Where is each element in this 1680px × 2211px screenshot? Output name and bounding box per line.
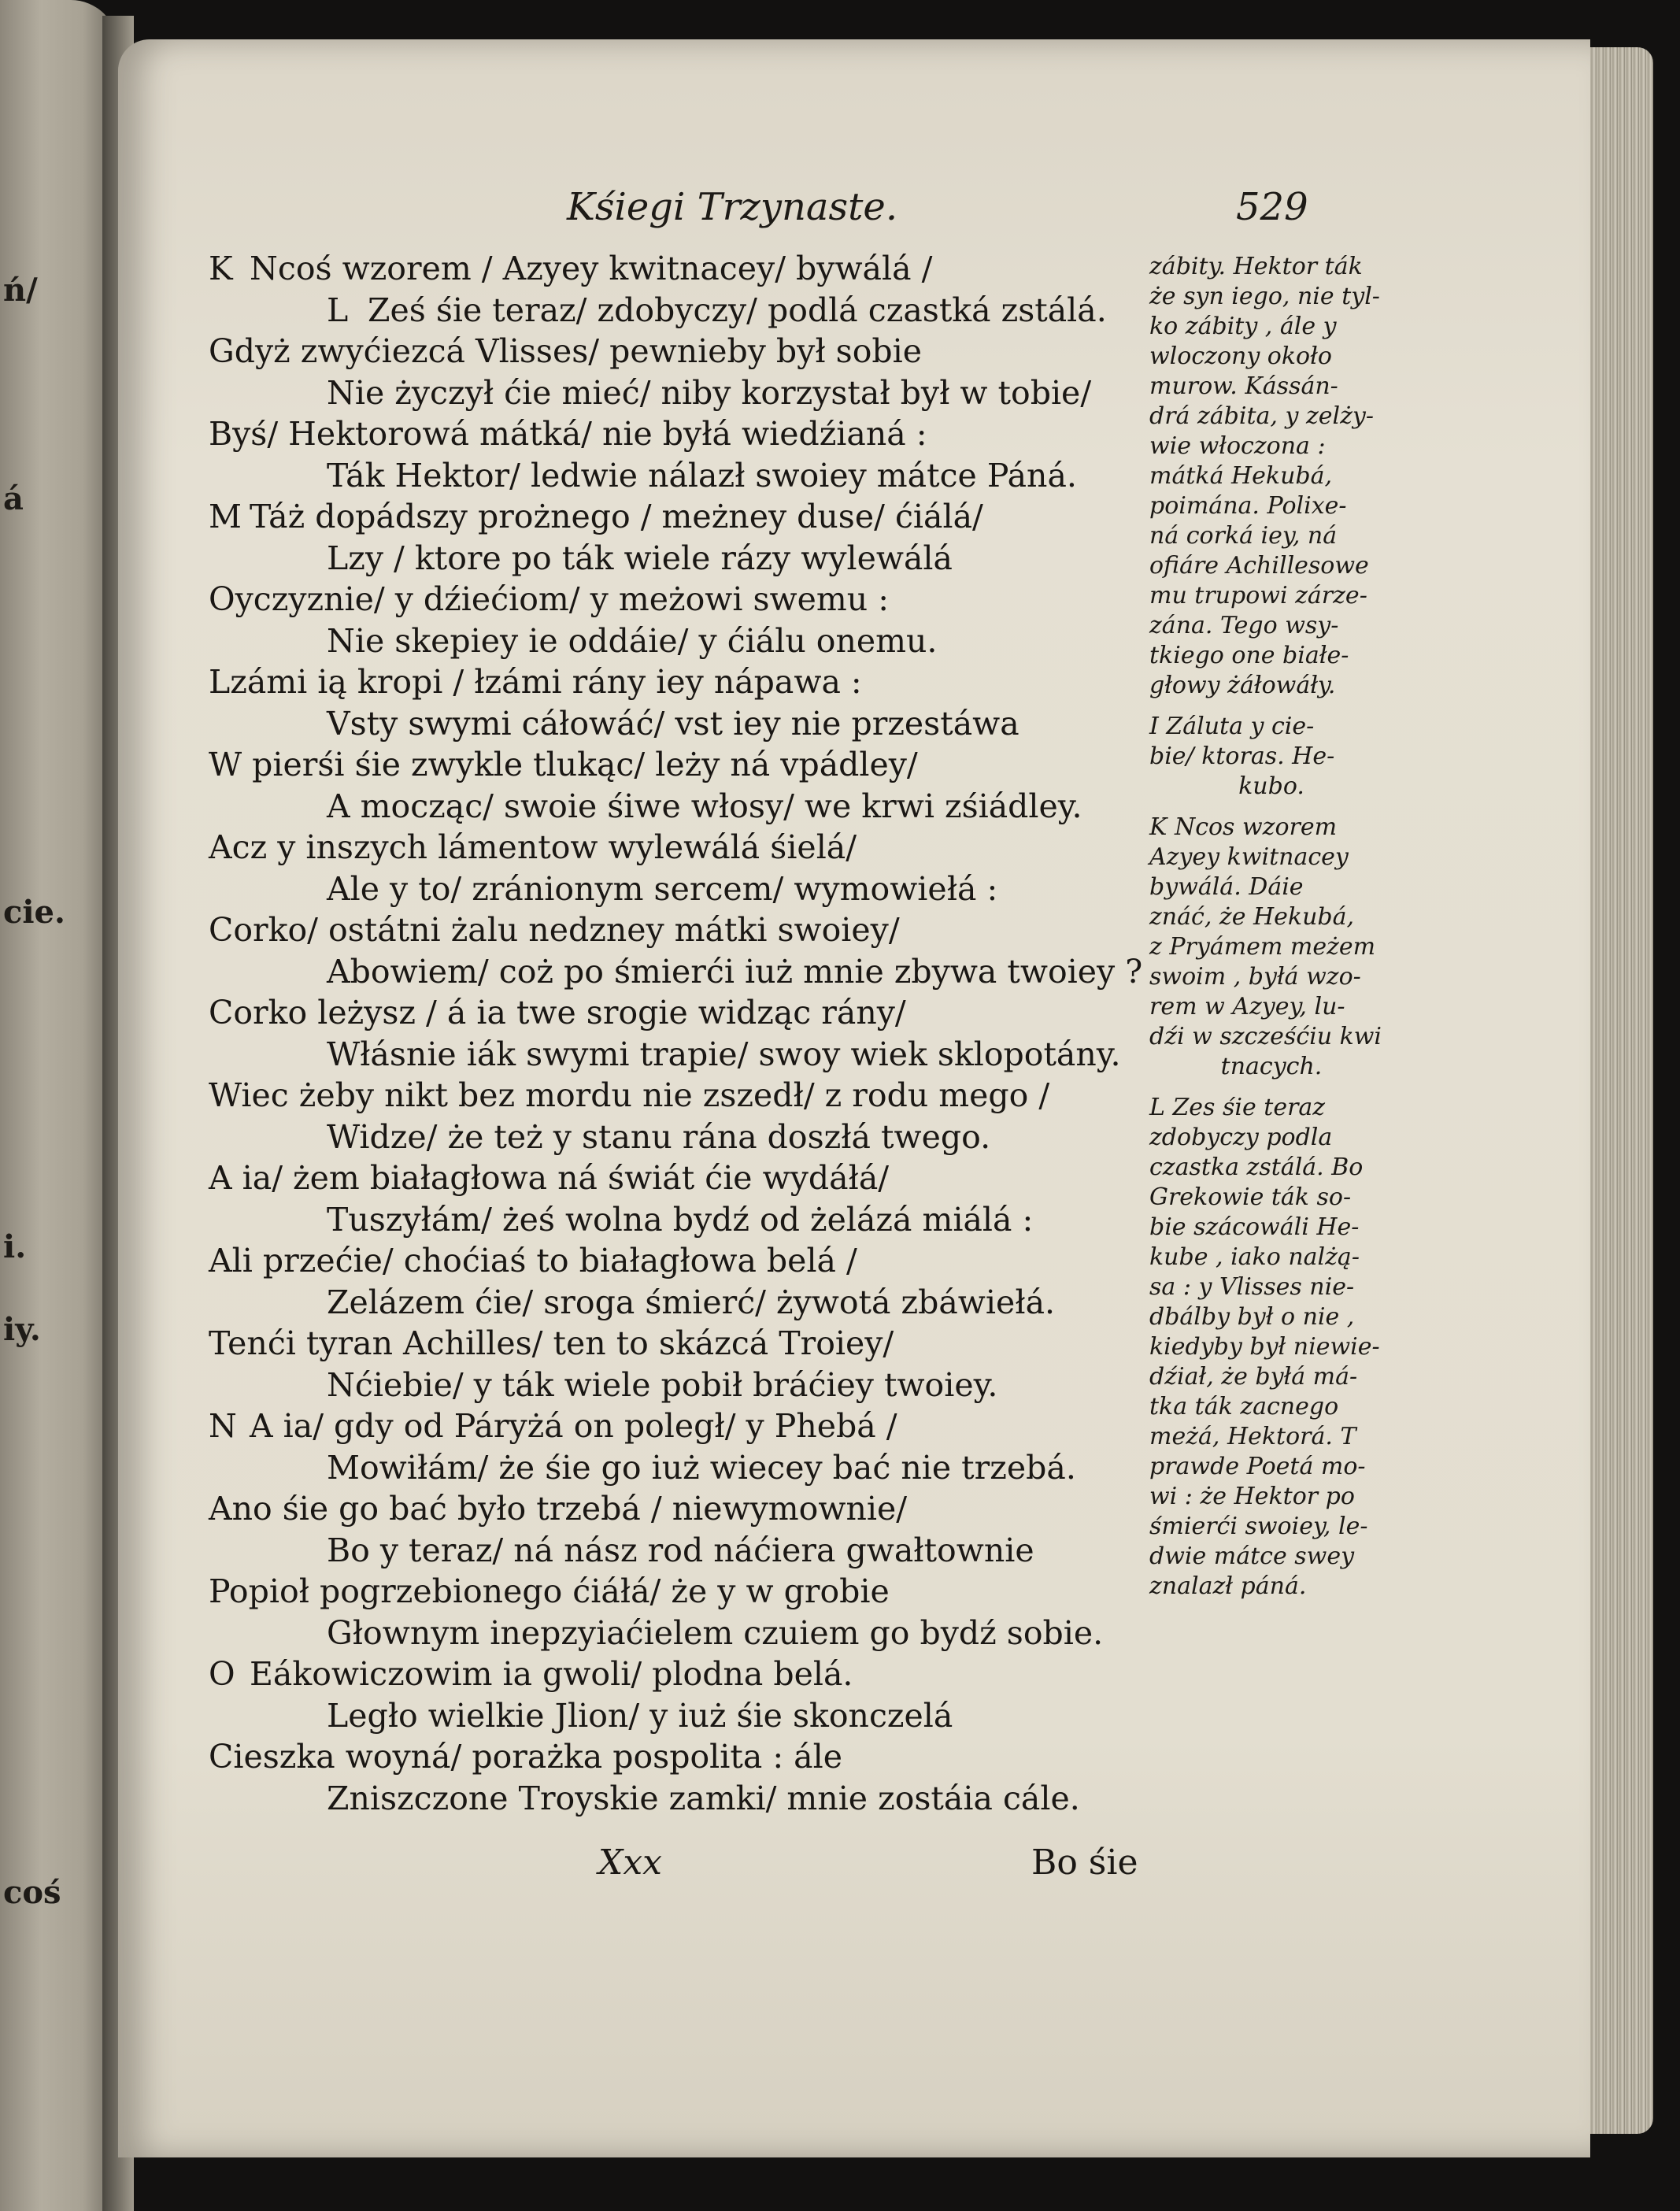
verse-line xyxy=(209,1034,1121,1076)
margin-note-line: rem w Azyey, lu- xyxy=(1149,993,1345,1020)
running-title: Kśiegi Trzynaste. xyxy=(567,185,898,229)
verse-text: Nćiebie/ y ták wiele pobił bráćiey twoiey. xyxy=(327,1365,998,1404)
left-fragment: i. xyxy=(3,1228,27,1265)
left-page-fragment xyxy=(0,0,118,2211)
verse-text: Gdyż zwyćiezcá Vlisses/ pewnieby był sobie xyxy=(209,332,923,370)
margin-note-line: ná corká iey, ná xyxy=(1149,522,1338,550)
margin-note-line: ofiáre Achillesowe xyxy=(1149,552,1369,580)
verse-line xyxy=(209,868,1114,910)
margin-note-line: dbálby był o nie , xyxy=(1149,1303,1355,1331)
verse-line xyxy=(209,331,1114,372)
margin-note-line: kiedyby był niewie- xyxy=(1149,1333,1380,1361)
verse-text: Tenći tyran Achilles/ ten to skázcá Troiey/ xyxy=(209,1324,894,1362)
verse-line xyxy=(209,1695,1114,1737)
verse-line xyxy=(209,290,1114,331)
note-marker: M xyxy=(209,498,242,535)
verse-line xyxy=(209,951,1143,993)
verse-text: Widze/ że też y stanu rána doszłá twego. xyxy=(327,1117,991,1156)
verse-text: Vsty swymi cáłowáć/ vst iey nie przestáwa xyxy=(327,704,1019,743)
margin-note-line: ko zábity , ále y xyxy=(1149,313,1337,340)
catchword: Bo śie xyxy=(1031,1842,1138,1883)
verse-line xyxy=(209,786,1114,828)
verse-line xyxy=(209,1654,1114,1695)
verse-text: Nie skepiey ie oddáie/ y ćiálu onemu. xyxy=(327,621,938,660)
verse-line xyxy=(209,579,1114,620)
margin-note-line: czastka zstálá. Bo xyxy=(1149,1154,1364,1181)
verse-line xyxy=(209,372,1114,414)
verse-line xyxy=(209,1613,1114,1654)
verse-text: Zniszczone Troyskie zamki/ mnie zostáia cále. xyxy=(327,1779,1080,1817)
verse-text: Nie życzył ćie mieć/ niby korzystał był w tobie/ xyxy=(327,373,1092,412)
margin-note-line: poimána. Polixe- xyxy=(1149,492,1347,520)
verse-line xyxy=(209,909,1114,951)
margin-note-line: tka ták zacnego xyxy=(1149,1393,1339,1420)
verse-line xyxy=(209,661,1114,703)
verse-text: Táż dopádszy prożnego / meżney duse/ ćiálá/ xyxy=(250,498,983,535)
margin-note-line: K Ncos wzorem xyxy=(1149,813,1338,841)
verse-text: Lzy / ktore po ták wiele rázy wylewálá xyxy=(327,539,953,577)
margin-note-line: murow. Kássán- xyxy=(1149,372,1338,400)
signature-mark: Xxx xyxy=(598,1842,662,1883)
margin-note-line: bywálá. Dáie xyxy=(1149,873,1304,901)
verse-text: Corko leżysz / á ia twe srogie widząc rány/ xyxy=(209,994,906,1031)
page-number: 529 xyxy=(1236,185,1308,229)
verse-text: Zelázem ćie/ sroga śmierć/ żywotá zbáwiełá. xyxy=(327,1283,1056,1321)
margin-note-line: wi : że Hektor po xyxy=(1149,1483,1355,1510)
margin-note-line: sa : y Vlisses nie- xyxy=(1149,1273,1355,1301)
verse-text: Legło wielkie Jlion/ y iuż śie skonczelá xyxy=(327,1696,953,1735)
verse-line xyxy=(209,1778,1114,1820)
verse-text: Włásnie iák swymi trapie/ swoy wiek sklopotány. xyxy=(327,1035,1121,1073)
verse-text: Acz y inszych lámentow wylewálá śielá/ xyxy=(209,828,857,866)
verse-line xyxy=(209,1571,1114,1613)
verse-text: A ia/ gdy od Páryżá on poległ/ y Phebá / xyxy=(250,1407,897,1445)
main-text-column xyxy=(209,248,1143,1819)
margin-note-line: zána. Tego wsy- xyxy=(1149,612,1339,639)
verse-line xyxy=(209,455,1114,497)
verse-text: A mocząc/ swoie śiwe włosy/ we krwi zśiádley. xyxy=(327,787,1082,825)
margin-note-line: zdobyczy podla xyxy=(1149,1124,1333,1151)
left-fragment: á xyxy=(3,480,24,517)
margin-note-line: tkiego one białe- xyxy=(1149,642,1349,669)
verse-line xyxy=(209,538,1114,580)
note-marker: L xyxy=(327,291,349,329)
verse-line xyxy=(209,744,1114,786)
verse-text: Ali przećie/ choćiaś to białagłowa belá / xyxy=(209,1242,857,1280)
margin-note-line: dźiał, że byłá má- xyxy=(1149,1363,1358,1391)
margin-note-line: mátká Hekubá, xyxy=(1149,462,1333,490)
verse-text: A ia/ żem białagłowa ná świát ćie wydáłá/ xyxy=(209,1159,890,1197)
margin-note-line: bie/ ktoras. He- xyxy=(1149,743,1335,770)
verse-text: Ale y to/ zránionym sercem/ wymowiełá : xyxy=(327,869,998,908)
left-fragment: ń/ xyxy=(3,272,38,309)
margin-note-line: kubo. xyxy=(1238,772,1304,800)
margin-note-line: Grekowie ták so- xyxy=(1149,1183,1352,1211)
margin-note-line: zábity. Hektor ták xyxy=(1149,253,1363,280)
verse-line xyxy=(209,496,1114,538)
margin-note-line: znalazł páná. xyxy=(1149,1572,1307,1600)
margin-note-line: że syn iego, nie tyl- xyxy=(1149,283,1380,310)
margin-note-line: dźi w szcześćiu kwi xyxy=(1149,1023,1382,1050)
margin-note-line: bie szácowáli He- xyxy=(1149,1213,1360,1241)
margin-note-line: wie włoczona : xyxy=(1149,432,1326,460)
margin-note-line: I Záluta y cie- xyxy=(1149,713,1315,740)
margin-note-line: tnacych. xyxy=(1220,1053,1323,1080)
verse-text: Oyczyznie/ y dźiećiom/ y meżowi swemu : xyxy=(209,580,890,618)
verse-text: Bo y teraz/ ná nász rod náćiera gwałtownie xyxy=(327,1531,1034,1569)
verse-line xyxy=(209,1075,1114,1117)
verse-text: Głownym inepzyiaćielem czuiem go bydź sobie. xyxy=(327,1613,1104,1652)
margin-note-line: mu trupowi zárze- xyxy=(1149,582,1367,609)
margin-note-line: Azyey kwitnacey xyxy=(1149,843,1349,871)
verse-text: Eákowiczowim ia gwoli/ plodna belá. xyxy=(250,1655,853,1693)
margin-note-line: śmierći swoiey, le- xyxy=(1149,1513,1368,1540)
margin-note-line: dwie mátce swey xyxy=(1149,1543,1355,1570)
verse-text: W pierśi śie zwykle tlukąc/ leży ná vpádley/ xyxy=(209,746,918,783)
left-fragment: cie. xyxy=(3,894,65,931)
margin-note-line: wloczony około xyxy=(1149,343,1332,370)
verse-text: Ták Hektor/ ledwie nálazł swoiey mátce Páná. xyxy=(327,456,1077,494)
verse-line xyxy=(209,1736,1114,1778)
verse-line xyxy=(209,1530,1114,1572)
margin-note-line: kube , iako nalżą- xyxy=(1149,1243,1360,1271)
verse-line xyxy=(209,992,1114,1034)
verse-text: Mowiłám/ że śie go iuż wiecey bać nie trzebá. xyxy=(327,1448,1076,1487)
verse-line xyxy=(209,1447,1114,1489)
verse-line xyxy=(209,620,1114,662)
verse-line xyxy=(209,1488,1114,1530)
verse-line xyxy=(209,703,1114,745)
margin-note-line: znáć, że Hekubá, xyxy=(1149,903,1355,931)
left-fragment: iy. xyxy=(3,1311,41,1348)
verse-text: Byś/ Hektorowá mátká/ nie byłá wiedźianá : xyxy=(209,415,927,453)
verse-line xyxy=(209,827,1114,868)
verse-line xyxy=(209,1117,1114,1158)
margin-note-line: z Pryámem meżem xyxy=(1149,933,1376,961)
verse-line xyxy=(209,248,1114,290)
margin-note-line: meżá, Hektorá. T xyxy=(1149,1423,1356,1450)
verse-line xyxy=(209,1199,1114,1241)
margin-note-line: głowy żáłowáły. xyxy=(1149,672,1336,699)
note-marker: O xyxy=(209,1655,235,1693)
verse-line xyxy=(209,1323,1114,1365)
verse-line xyxy=(209,1282,1114,1324)
verse-text: Lzámi ią kropi / łzámi rány iey nápawa : xyxy=(209,663,862,701)
verse-line xyxy=(209,1240,1114,1282)
verse-text: Tuszyłám/ żeś wolna bydź od żelázá miálá : xyxy=(327,1200,1034,1239)
verse-line xyxy=(209,413,1114,455)
note-marker: N xyxy=(209,1407,237,1445)
margin-note-line: drá zábita, y zelży- xyxy=(1149,402,1374,430)
margin-note-line: L Zes śie teraz xyxy=(1149,1094,1326,1121)
verse-text: Ncoś wzorem / Azyey kwitnacey/ bywálá / xyxy=(250,250,933,287)
verse-text: Cieszka woyná/ porażka pospolita : ále xyxy=(209,1738,842,1776)
verse-text: Wiec żeby nikt bez mordu nie zszedł/ z rodu mego / xyxy=(209,1076,1050,1114)
page-edges xyxy=(1582,47,1653,2134)
verse-line xyxy=(209,1157,1114,1199)
margin-notes xyxy=(1149,252,1393,1602)
verse-text: Ześ śie teraz/ zdobyczy/ podlá czastká zstálá. xyxy=(368,291,1107,329)
margin-note-line: swoim , byłá wzo- xyxy=(1149,963,1361,991)
verse-text: Ano śie go bać było trzebá / niewymownie/ xyxy=(209,1490,908,1528)
margin-note-line: prawde Poetá mo- xyxy=(1149,1453,1366,1480)
verse-line xyxy=(209,1365,1114,1406)
left-fragment: coś xyxy=(3,1874,61,1911)
note-marker: K xyxy=(209,250,233,287)
verse-text: Corko/ ostátni żalu nedzney mátki swoiey/ xyxy=(209,911,900,949)
verse-text: Popioł pogrzebionego ćiáłá/ że y w grobie xyxy=(209,1572,890,1610)
verse-line xyxy=(209,1405,1114,1447)
verse-text: Abowiem/ coż po śmierći iuż mnie zbywa twoiey ? xyxy=(327,952,1143,991)
